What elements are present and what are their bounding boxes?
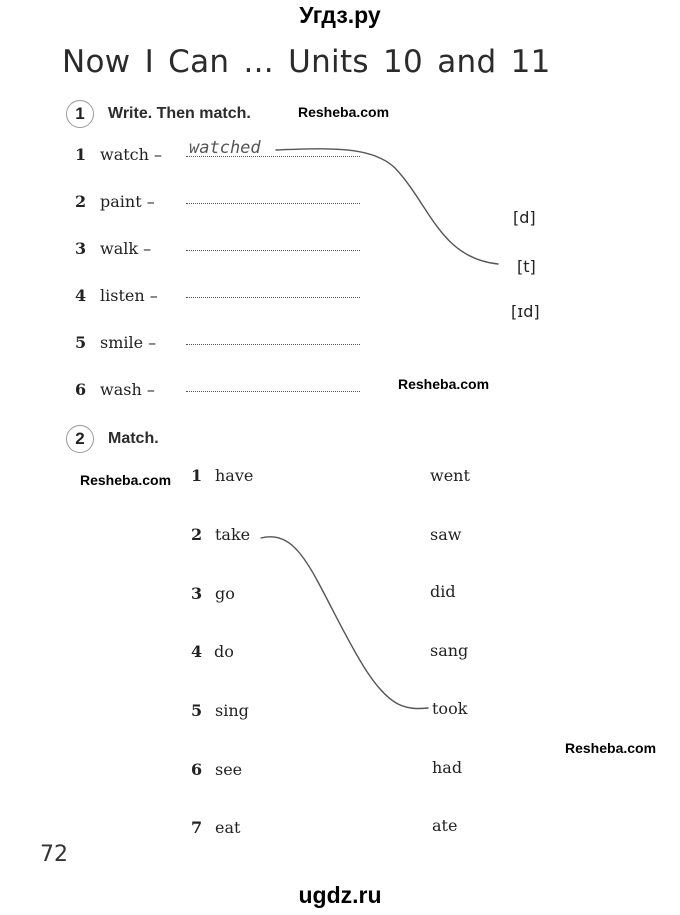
ex1-item-number: 3	[75, 239, 87, 258]
ex2-left-word[interactable]: take	[215, 525, 251, 544]
ex1-item-number: 5	[75, 333, 87, 352]
ex1-item-word: smile –	[100, 333, 157, 352]
exercise-1-instruction: Write. Then match.	[108, 105, 251, 122]
watermark: Resheba.com	[298, 104, 390, 120]
ex1-item-number: 2	[75, 192, 87, 211]
page-number: 72	[40, 842, 68, 867]
exercise-1-number: 1	[66, 100, 94, 128]
ex1-answer-line[interactable]	[186, 297, 360, 298]
ex2-left-word[interactable]: eat	[215, 818, 241, 837]
ex2-left-word[interactable]: do	[214, 642, 234, 661]
ex2-left-number: 3	[191, 584, 203, 603]
ex1-item-number: 4	[75, 286, 87, 305]
ex1-item-word: listen –	[100, 286, 158, 305]
ex2-left-word[interactable]: sing	[215, 701, 249, 720]
ex1-answer-line[interactable]	[186, 203, 360, 204]
ex2-right-word[interactable]: went	[430, 466, 470, 485]
ex2-left-number: 1	[191, 466, 203, 485]
ex1-answer-line[interactable]	[186, 391, 360, 392]
ex2-right-word[interactable]: had	[432, 758, 463, 777]
ex1-item-word: walk –	[100, 239, 152, 258]
ex2-left-number: 7	[191, 818, 203, 837]
exercise-2-instruction: Match.	[108, 430, 159, 447]
ex1-item-word: watch –	[100, 145, 163, 164]
ex2-right-word[interactable]: took	[432, 699, 468, 718]
ex1-answer-line[interactable]	[186, 250, 360, 251]
ex2-right-word[interactable]: did	[430, 582, 456, 601]
ex1-item-answer[interactable]: watched	[189, 138, 261, 158]
ex2-left-number: 5	[191, 701, 203, 720]
site-header: Угдз.ру	[299, 2, 381, 28]
ex2-left-word[interactable]: have	[215, 466, 254, 485]
ex2-right-word[interactable]: saw	[430, 525, 462, 544]
ex1-item-number: 1	[75, 145, 87, 164]
ex2-left-word[interactable]: go	[215, 584, 235, 603]
ex2-right-word[interactable]: sang	[430, 641, 469, 660]
ex1-answer-line[interactable]	[186, 156, 360, 157]
sound-option[interactable]: [ɪd]	[511, 302, 540, 321]
sound-option[interactable]: [t]	[517, 257, 536, 276]
ex1-answer-line[interactable]	[186, 344, 360, 345]
site-footer: ugdz.ru	[298, 882, 382, 908]
ex2-left-number: 2	[191, 525, 203, 544]
sound-option[interactable]: [d]	[513, 208, 536, 227]
watermark: Resheba.com	[80, 472, 172, 488]
ex2-left-number: 4	[191, 642, 203, 661]
ex2-right-word[interactable]: ate	[432, 816, 458, 835]
ex2-left-number: 6	[191, 760, 203, 779]
match-line-watch-t	[276, 149, 498, 264]
ex2-left-word[interactable]: see	[215, 760, 243, 779]
watermark: Resheba.com	[565, 740, 657, 756]
ex1-item-word: wash –	[100, 380, 155, 399]
ex1-item-number: 6	[75, 380, 87, 399]
page-title: Now I Can ... Units 10 and 11	[62, 44, 551, 80]
match-line-take-took	[261, 537, 428, 709]
ex1-item-word: paint –	[100, 192, 155, 211]
exercise-2-number: 2	[66, 425, 94, 453]
watermark: Resheba.com	[398, 376, 490, 392]
